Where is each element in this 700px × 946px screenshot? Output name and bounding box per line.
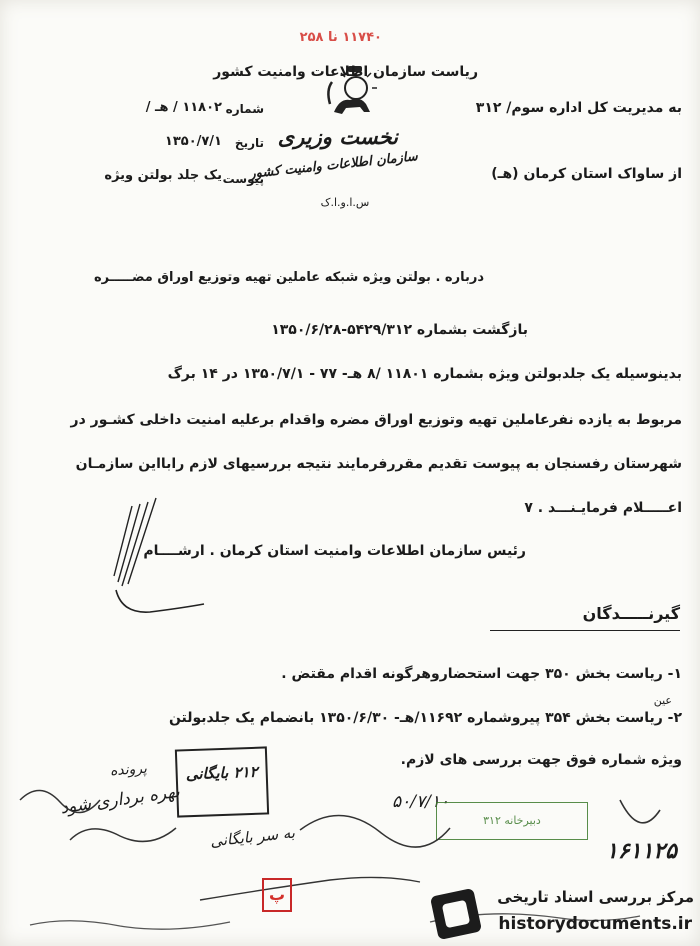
red-mark-box: پ [262,878,292,912]
body-line-3: شهرستان رفسنجان به پیوست تقدیم مقررفرمایند نتیجه بررسیهای لازم رابااین سازمـان [75,456,682,472]
recipient-title: ریاست سازمان اطلاعات وامنیت کشور [213,64,478,80]
green-stamp: دبیرخانه ۳۱۲ [436,802,588,840]
number-value: ۱۱۸۰۲ / هـ / [145,100,222,115]
reference-line: بازگشت بشماره ۵۴۲۹/۳۱۲-۱۳۵۰/۶/۲۸ [271,322,528,338]
handwritten-note-2: به سر بایگانی [209,823,296,851]
handwritten-date: ۵۰/۷/۱۰ [392,792,450,812]
number-label: شماره [225,102,264,116]
logo-abbrev: س.ا.و.ا.ک [320,196,370,209]
attachment-value: یک جلد بولتن ویژه [104,168,222,183]
watermark [430,882,698,944]
handwritten-note-1: بهره برداری شود [59,781,181,819]
recipients-heading: گیرنـــــدگان [582,604,680,623]
date-label: تاریخ [234,136,264,150]
recipient-item-1: ۱- ریاست بخش ۳۵۰ جهت استحضاروهرگونه اقدام مقتض . [281,666,682,682]
handwritten-number: ۱۶۱۱۲۵ [606,838,677,864]
from-line: از ساواک استان کرمان (هـ) [491,166,682,182]
body-line-2: مربوط به یازده نفرعاملین تهیه وتوزیع اوراق مضره واقدام برعلیه امنیت داخلی کشـور در [70,412,682,428]
recipient-dept: به مدیریت کل اداره سوم/ ۳۱۲ [475,100,682,116]
heading-underline [490,630,680,631]
body-line-4: اعـــــلام فرمایـنـــد . ۷ [524,500,682,516]
watermark-url: historydocuments.ir [498,914,692,934]
date-value: ۱۳۵۰/۷/۱ [164,134,222,149]
recipient-item-2-note: عین [653,694,672,707]
handwritten-note-3: پرونده [109,760,148,780]
recipient-item-2-cont: ویژه شماره فوق جهت بررسی های لازم. [400,752,682,768]
attachment-label: پیوست [222,172,264,186]
recipient-item-2: ۲- ریاست بخش ۳۵۴ پیروشماره ۱۱۶۹۲/هـ- ۱۳۵۰/۶/۳۰ بانضمام یک جلدبولتن [168,710,682,726]
body-line-1: بدینوسیله یک جلدبولتن ویژه بشماره ۱۱۸۰۱ /۸ هـ- ۷۷ - ۱۳۵۰/۷/۱ در ۱۴ برگ [167,366,682,382]
logo-title: نخست وزیری [277,124,398,149]
watermark-title: مرکز بررسی اسناد تاریخی [497,888,694,906]
handwritten-signature [92,486,212,626]
logo-subtitle: سازمان اطلاعات وامنیت کشور [248,149,419,182]
signature-line: رئیس سازمان اطلاعات وامنیت استان کرمان . ارشــــام [143,543,526,559]
archive-stamp-text: ۲۱۲ بایگانی [185,762,258,784]
top-stamp: ۱۱۷۴۰ نا ۲۵۸ [299,30,382,45]
watermark-logo-icon [430,886,488,940]
subject-line: درباره . بولتن ویژه شبکه عاملین تهیه وتوزیع اوراق مضـــــره [94,270,484,285]
